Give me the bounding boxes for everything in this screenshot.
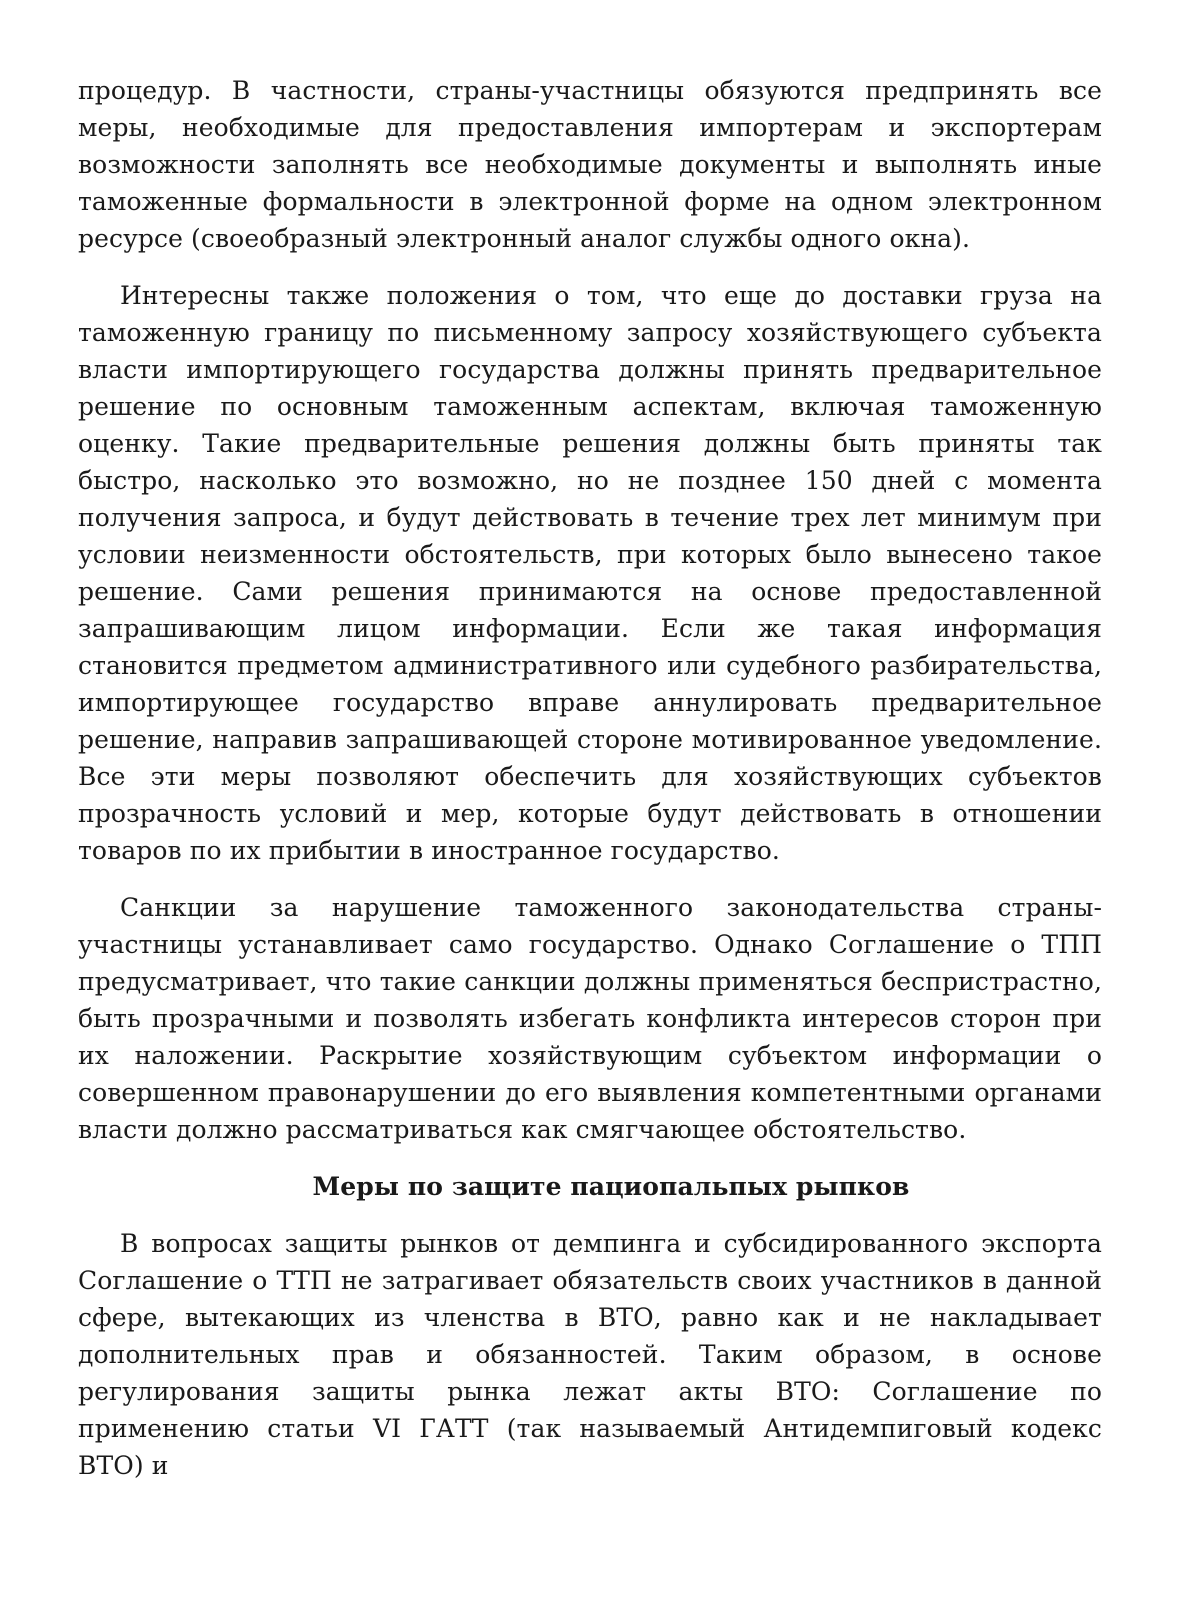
paragraph-continuation: процедур. В частности, страны-участницы обязуются предпринять все меры, необходимые для предоставления импортерам и экспортерам возможности заполнять все необходимые документы и выполнять иные таможенные формальности в электронной форме на одном электронном ресурсе (своеобразный электронный аналог службы одного окна).: [78, 76, 1102, 253]
paragraph-preliminary-rulings: Интересны также положения о том, что еще до доставки груза на таможенную границу по письменному запросу хозяйствующего субъекта власти импортирующего государства должны принять предварительное решение по основным таможенным аспектам, включая таможенную оценку. Такие предварительные решения должны быть приняты так быстро, насколько это возможно, но не позднее 150 дней с момента получения запроса, и будут действовать в течение трех лет минимум при условии неизменности обстоятельств, при которых было вынесено такое решение. Сами решения принимаются на основе предоставленной запрашивающим лицом информации. Если же такая информация становится предметом административного или судебного разбирательства, импортирующее государство вправе аннулировать предварительное решение, направив запрашивающей стороне мотивированное уведомление. Все эти меры позволяют обеспечить для хозяйствующих субъектов прозрачность условий и мер, которые будут действовать в отношении товаров по их прибытии в иностранное государство.: [78, 281, 1102, 865]
paragraph-market-protection: В вопросах защиты рынков от демпинга и субсидированного экспорта Соглашение о ТТП не затрагивает обязательств своих участников в данной сфере, вытекающих из членства в ВТО, равно как и не накладывает дополнительных прав и обязанностей. Таким образом, в основе регулирования защиты рынка лежат акты ВТО: Соглашение по применению статьи VI ГАТТ (так называемый Антидемпиговый кодекс ВТО) и: [78, 1229, 1102, 1480]
section-heading: Меры по защите пациопальпых рыпков: [312, 1172, 910, 1201]
paragraph-sanctions: Санкции за нарушение таможенного законодательства страны-участницы устанавливает само государство. Однако Соглашение о ТПП предусматривает, что такие санкции должны применяться беспристрастно, быть прозрачными и позволять избегать конфликта интересов сторон при их наложении. Раскрытие хозяйствующим субъектом информации о совершенном правонарушении до его выявления компетентными органами власти должно рассматриваться как смягчающее обстоятельство.: [78, 893, 1102, 1144]
